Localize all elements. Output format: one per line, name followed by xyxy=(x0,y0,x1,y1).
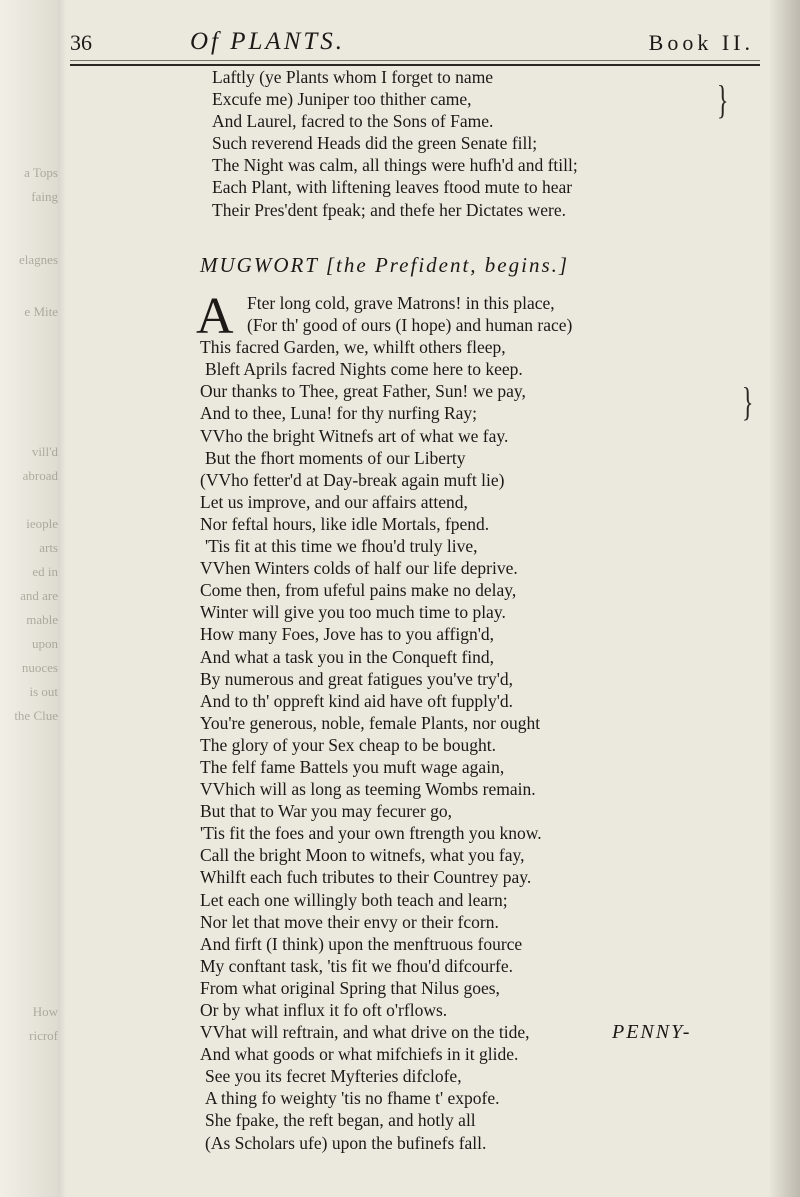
poem-line: 'Tis fit the foes and your own ftrength you know. xyxy=(200,823,542,844)
poem-line: And to th' oppreft kind aid have oft fupply'd. xyxy=(200,690,513,711)
poem-line: Come then, from ufeful pains make no delay, xyxy=(200,580,517,601)
bleed-fragment: elagnes xyxy=(19,252,58,267)
verse-line: Laftly (ye Plants whom I forget to name xyxy=(212,67,494,87)
poem-line: My conftant task, 'tis fit we fhou'd difcourfe. xyxy=(200,955,513,976)
poem-line: The glory of your Sex cheap to be bought. xyxy=(200,734,496,755)
drop-cap: A xyxy=(196,288,234,345)
poem-line: You're generous, noble, female Plants, nor ought xyxy=(200,712,541,733)
poem-line: From what original Spring that Nilus goes, xyxy=(200,977,500,998)
page-edge-shadow xyxy=(770,0,800,1197)
poem-line: VVho the bright Witnefs art of what we fay. xyxy=(200,425,509,446)
bleed-fragment: the Clue xyxy=(14,708,58,723)
poem-line: VVhich will as long as teeming Wombs remain. xyxy=(200,779,536,800)
header-rule-thin xyxy=(70,60,760,61)
bleed-fragment: ricrof xyxy=(29,1028,58,1043)
bleed-fragment: abroad xyxy=(22,468,58,483)
poem-line: Let us improve, and our affairs attend, xyxy=(200,491,468,512)
poem-line: (For th' good of ours (I hope) and human race) xyxy=(247,315,573,336)
bleed-fragment: vill'd xyxy=(31,444,58,459)
poem-line: And what goods or what mifchiefs in it glide. xyxy=(200,1044,519,1065)
verse-line: Such reverend Heads did the green Senate fill; xyxy=(212,133,538,154)
page-header xyxy=(70,26,760,62)
book-number: Book II. xyxy=(648,30,754,55)
bleed-fragment: upon xyxy=(32,636,58,651)
poem-line: By numerous and great fatigues you've try'd, xyxy=(200,668,513,689)
poem-line: Nor let that move their envy or their fcorn. xyxy=(200,911,499,932)
verse-line: And Laurel, facred to the Sons of Fame. xyxy=(212,111,494,132)
verse-block xyxy=(212,66,752,221)
triplet-brace-icon: } xyxy=(716,77,729,122)
bleed-fragment: a Tops xyxy=(24,165,58,180)
verse-line: Their Pres'dent fpeak; and thefe her Dictates were. xyxy=(212,199,566,220)
section-heading: MUGWORT [the Prefident, begins.] xyxy=(200,253,570,277)
page-number: 36 xyxy=(70,30,92,55)
poem-line: And to thee, Luna! for thy nurfing Ray; xyxy=(200,403,478,424)
poem-line: Or by what influx it fo oft o'rflows. xyxy=(200,1000,448,1020)
poem-line: But the fhort moments of our Liberty xyxy=(205,447,466,468)
poem-line: Fter long cold, grave Matrons! in this place, xyxy=(247,293,555,313)
bleed-fragment: How xyxy=(32,1004,58,1019)
poem-line: 'Tis fit at this time we fhou'd truly live, xyxy=(205,536,478,557)
bleed-fragment: nuoces xyxy=(21,660,58,675)
gutter-shadow xyxy=(58,0,66,1197)
bleed-fragment: ed in xyxy=(32,564,58,579)
poem-line: But that to War you may fecurer go, xyxy=(200,801,452,822)
poem-line: See you its fecret Myfteries difclofe, xyxy=(205,1066,462,1087)
poem-line: VVhat will reftrain, and what drive on the tide, xyxy=(200,1022,530,1043)
poem-line: Nor feftal hours, like idle Mortals, fpend. xyxy=(200,513,490,534)
poem-line: VVhen Winters colds of half our life deprive. xyxy=(200,558,518,579)
bleed-fragment: and are xyxy=(20,588,58,603)
poem-line: Whilft each fuch tributes to their Countrey pay. xyxy=(200,867,532,888)
verse-line: Each Plant, with liftening leaves ftood mute to hear xyxy=(212,177,573,198)
poem-line: (VVho fetter'd at Day-break again muft lie) xyxy=(200,469,505,490)
poem-line: A thing fo weighty 'tis no fhame t' expofe. xyxy=(205,1088,500,1109)
poem-line: (As Scholars ufe) upon the bufinefs fall. xyxy=(205,1132,487,1153)
triplet-brace-icon: } xyxy=(741,379,754,424)
bleed-fragment: faing xyxy=(31,189,58,204)
bleed-fragment: is out xyxy=(29,684,58,699)
catchword: PENNY- xyxy=(612,1021,692,1043)
bleed-fragment: mable xyxy=(26,612,58,627)
poem-line: And what a task you in the Conqueft find, xyxy=(200,646,495,667)
bleed-fragment: e Mite xyxy=(24,304,58,319)
poem-line: The felf fame Battels you muft wage again, xyxy=(200,756,505,777)
verse-line: Excufe me) Juniper too thither came, xyxy=(212,89,472,110)
poem-line: How many Foes, Jove has to you affign'd, xyxy=(200,624,494,645)
bleed-fragment: arts xyxy=(39,540,58,555)
poem-line: Bleft Aprils facred Nights come here to keep. xyxy=(205,359,523,380)
poem-line: Our thanks to Thee, great Father, Sun! we pay, xyxy=(200,381,526,402)
poem-line: Call the bright Moon to witnefs, what you fay, xyxy=(200,845,525,866)
poem-line: She fpake, the reft began, and hotly all xyxy=(205,1110,476,1131)
poem-line: And firft (I think) upon the menftruous fource xyxy=(200,933,523,954)
poem-line: Let each one willingly both teach and learn; xyxy=(200,889,508,910)
poem-line: Winter will give you too much time to play. xyxy=(200,602,506,623)
running-title: Of PLANTS. xyxy=(190,28,346,55)
poem-line: This facred Garden, we, whilft others fleep, xyxy=(200,337,506,358)
bleed-fragment: ieople xyxy=(26,516,58,531)
verse-line: The Night was calm, all things were hufh'd and ftill; xyxy=(212,155,578,176)
